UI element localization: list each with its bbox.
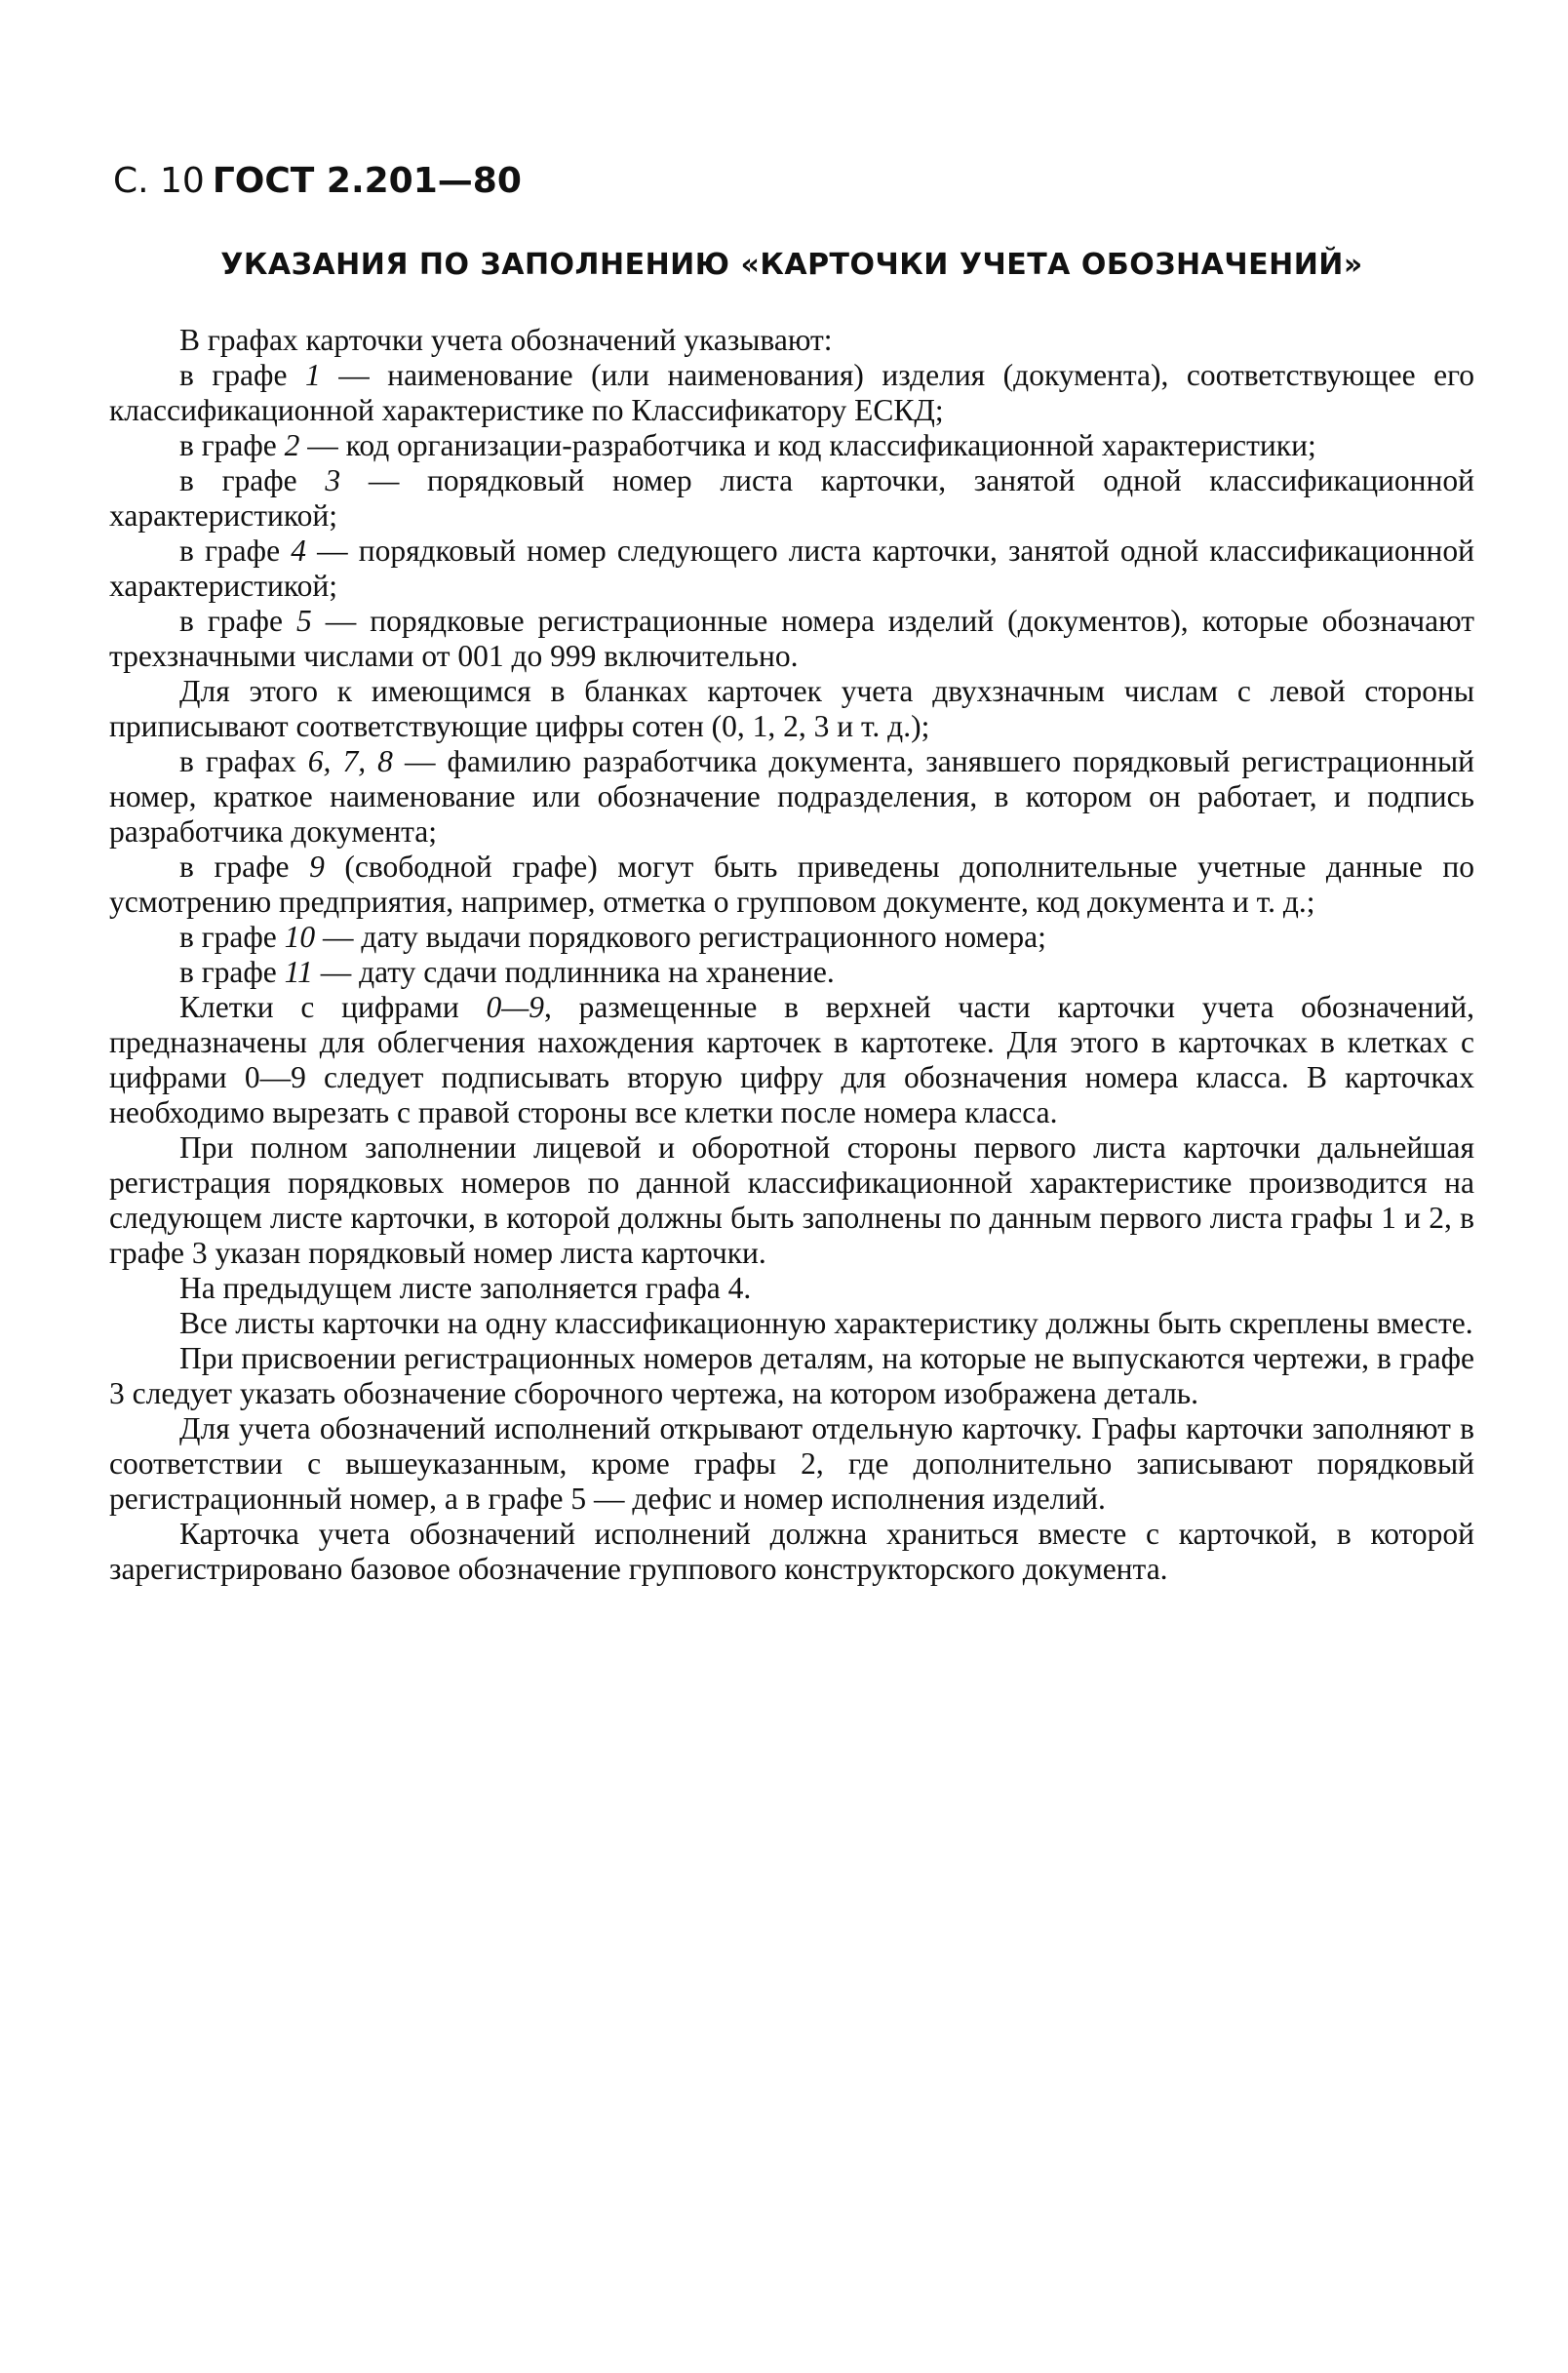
page-number: С. 10: [113, 161, 205, 201]
paragraph: в графе 10 — дату выдачи порядкового регистрационного номера;: [179, 920, 1046, 954]
paragraph: в графе 1 — наименование (или наименования) изделия (документа), соответствующее его классификационной характеристике по Классификатору ЕСКД;: [109, 358, 1474, 427]
paragraph: В графах карточки учета обозначений указывают:: [179, 323, 833, 357]
paragraph: Клетки с цифрами 0—9, размещенные в верхней части карточки учета обозначений, предназначены для облегчения нахождения карточек в картотеке. Для этого в карточках в клетках с цифрами 0—9 следует подписывать вторую цифру для обозначения номера класса. В карточках необходимо вырезать с правой стороны все клетки после номера класса.: [109, 990, 1474, 1129]
paragraph: Все листы карточки на одну классификационную характеристику должны быть скреплены вместе.: [179, 1306, 1473, 1340]
paragraph: Для этого к имеющимся в бланках карточек учета двухзначным числам с левой стороны приписывают соответствующие цифры сотен (0, 1, 2, 3 и т. д.);: [109, 674, 1474, 743]
paragraph: При присвоении регистрационных номеров деталям, на которые не выпускаются чертежи, в графе 3 следует указать обозначение сборочного чертежа, на котором изображена деталь.: [109, 1341, 1474, 1410]
paragraph: в графе 11 — дату сдачи подлинника на хранение.: [179, 955, 835, 989]
paragraph: На предыдущем листе заполняется графа 4.: [179, 1271, 752, 1305]
body-text: [109, 323, 1474, 1587]
paragraph: При полном заполнении лицевой и оборотной стороны первого листа карточки дальнейшая регистрация порядковых номеров по данной классификационной характеристике производится на следующем листе карточки, в которой должны быть заполнены по данным первого листа графы 1 и 2, в графе 3 указан порядковый номер листа карточки.: [109, 1130, 1474, 1270]
paragraph: в графе 9 (свободной графе) могут быть приведены дополнительные учетные данные по усмотрению предприятия, например, отметка о групповом документе, код документа и т. д.;: [109, 850, 1474, 919]
paragraph: Для учета обозначений исполнений открывают отдельную карточку. Графы карточки заполняют в соответствии с вышеуказанным, кроме графы 2, где дополнительно записывают порядковый регистрационный номер, а в графе 5 — дефис и номер исполнения изделий.: [109, 1411, 1474, 1516]
paragraph: в графе 4 — порядковый номер следующего листа карточки, занятой одной классификационной характеристикой;: [109, 534, 1474, 603]
paragraph: Карточка учета обозначений исполнений должна храниться вместе с карточкой, в которой зарегистрировано базовое обозначение группового конструкторского документа.: [109, 1517, 1474, 1586]
page-header: [113, 161, 1474, 201]
paragraph: в графе 2 — код организации-разработчика и код классификационной характеристики;: [179, 428, 1316, 462]
paragraph: в графах 6, 7, 8 — фамилию разработчика документа, занявшего порядковый регистрационный номер, краткое наименование или обозначение подразделения, в котором он работает, и подпись разработчика документа;: [109, 744, 1474, 849]
paragraph: в графе 3 — порядковый номер листа карточки, занятой одной классификационной характеристикой;: [109, 463, 1474, 533]
section-title: УКАЗАНИЯ ПО ЗАПОЛНЕНИЮ «КАРТОЧКИ УЧЕТА ОБОЗНАЧЕНИЙ»: [220, 248, 1363, 282]
document-page: [109, 161, 1474, 1587]
paragraph: в графе 5 — порядковые регистрационные номера изделий (документов), которые обозначают трехзначными числами от 001 до 999 включительно.: [109, 604, 1474, 673]
standard-code: ГОСТ 2.201—80: [212, 161, 522, 201]
